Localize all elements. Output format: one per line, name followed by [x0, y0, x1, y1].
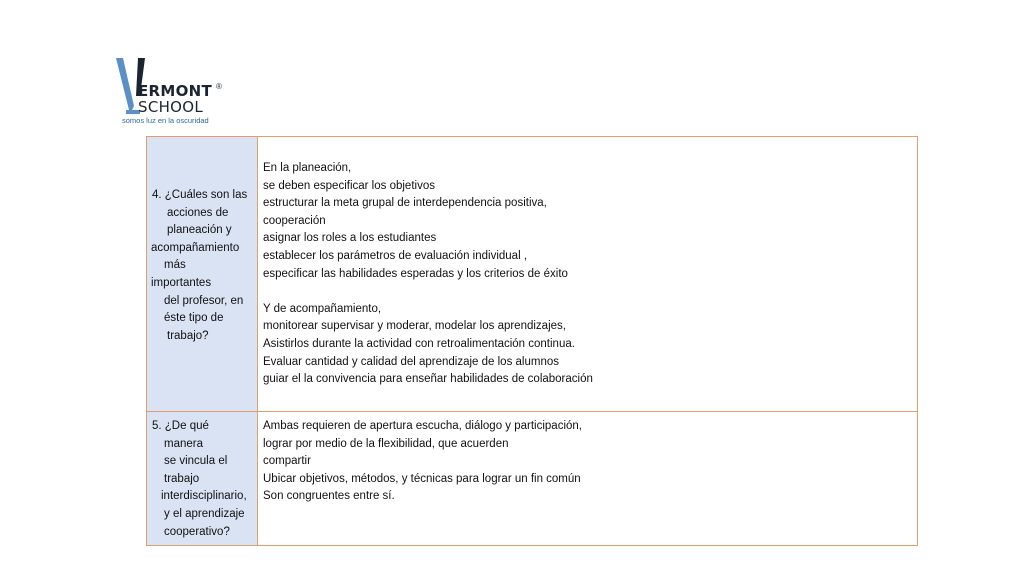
- answer-line: Asistirlos durante la actividad con retroalimentación continua.: [263, 337, 575, 350]
- logo-registered-mark: ®: [216, 82, 222, 91]
- answer-line: guiar el la convivencia para enseñar habilidades de colaboración: [263, 373, 593, 386]
- logo-tagline: somos luz en la oscuridad: [122, 116, 209, 125]
- table-row: [147, 412, 918, 546]
- answer-text: [258, 137, 917, 389]
- answer-line: especificar las habilidades esperadas y los criterios de éxito: [263, 267, 568, 280]
- question-line: acciones de: [167, 206, 229, 219]
- answer-line: En la planeación,: [263, 162, 352, 174]
- answer-line: compartir: [263, 455, 311, 468]
- vermont-school-logo: [116, 56, 236, 136]
- question-line: más: [164, 259, 186, 272]
- answer-text: [258, 412, 917, 506]
- question-text: [147, 412, 257, 541]
- logo-word-ermont: ERMONT: [138, 82, 213, 100]
- question-line: interdisciplinario,: [161, 490, 247, 503]
- question-line: y el aprendizaje: [164, 507, 245, 520]
- question-line: trabajo?: [167, 329, 209, 342]
- question-text: [147, 137, 257, 345]
- question-line: acompañamiento: [151, 241, 240, 254]
- question-cell: [147, 137, 258, 412]
- logo-word-school: SCHOOL: [138, 98, 204, 116]
- question-line: 4. ¿Cuáles son las: [152, 189, 248, 201]
- answer-line: Son congruentes entre sí.: [263, 490, 395, 503]
- answer-line: estructurar la meta grupal de interdependencia positiva,: [263, 197, 547, 210]
- question-line: planeación y: [167, 224, 232, 237]
- qa-table: [146, 136, 918, 546]
- question-line: cooperativo?: [164, 525, 230, 538]
- question-cell: [147, 412, 258, 546]
- answer-cell: [258, 412, 918, 546]
- answer-line: Evaluar cantidad y calidad del aprendizaje de los alumnos: [263, 355, 559, 368]
- table-row: [147, 137, 918, 412]
- answer-line: Ubicar objetivos, métodos, y técnicas para lograr un fin común: [263, 472, 581, 485]
- question-line: 5. ¿De qué: [152, 420, 209, 432]
- answer-line: Y de acompañamiento,: [263, 302, 382, 315]
- question-line: trabajo: [164, 472, 200, 485]
- question-line: éste tipo de: [164, 312, 224, 325]
- question-line: del profesor, en: [164, 294, 244, 307]
- question-line: se vincula el: [164, 455, 228, 468]
- answer-line: se deben especificar los objetivos: [263, 179, 435, 192]
- answer-line: cooperación: [263, 214, 326, 227]
- answer-line: asignar los roles a los estudiantes: [263, 232, 437, 245]
- answer-blank-line: [258, 283, 917, 301]
- answer-line: lograr por medio de la flexibilidad, que acuerden: [263, 437, 509, 450]
- answer-line: monitorear supervisar y moderar, modelar los aprendizajes,: [263, 320, 566, 333]
- answer-cell: [258, 137, 918, 412]
- question-line: manera: [164, 437, 203, 450]
- question-line: importantes: [151, 276, 212, 289]
- answer-line: Ambas requieren de apertura escucha, diálogo y participación,: [263, 420, 582, 432]
- answer-line: establecer los parámetros de evaluación individual ,: [263, 249, 528, 262]
